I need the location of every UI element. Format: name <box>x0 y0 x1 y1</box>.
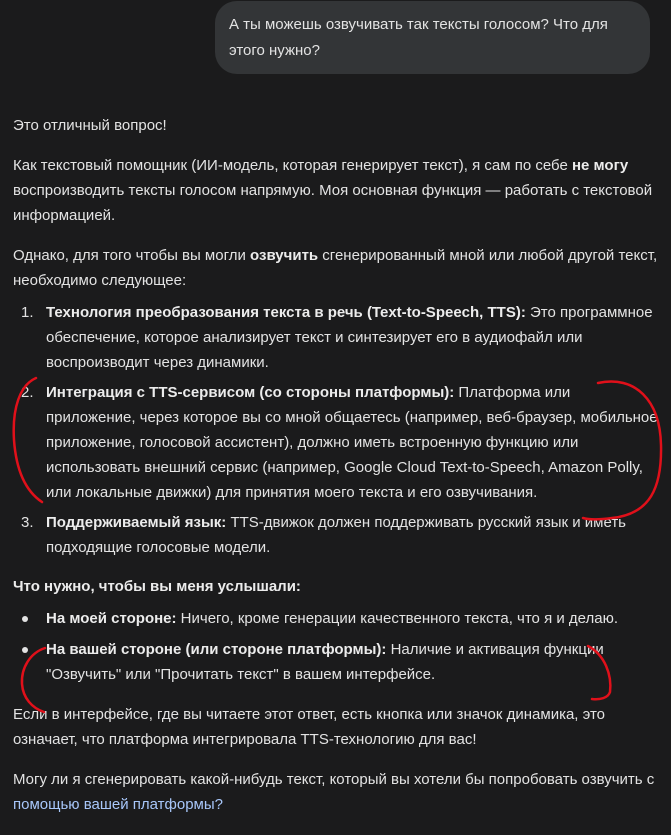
list-item: 2. Интеграция с TTS-сервисом (со стороны платформы): Платформа или приложение, через которое вы со мной общаетесь (например, веб-браузер, мобильное приложение, голосовой ассистент), должно иметь встроенную функцию или использовать внешний сервис (например, Google Cloud Text-to-Speech, Amazon Polly, или локальные движки) для принятия моего текста и его озвучивания. <box>21 384 658 501</box>
response-paragraph: Если в интерфейсе, где вы читаете этот ответ, есть кнопка или значок динамика, это означает, что платформа интегрировала TTS-технологию для вас! <box>13 706 606 748</box>
list-item: На моей стороне: Ничего, кроме генерации качественного текста, что я и делаю. <box>13 606 658 631</box>
list-item: 1. Технология преобразования текста в речь (Text-to-Speech, TTS): Это программное обеспечение, которое анализирует текст и синтезирует его в аудиофайл или воспроизводит через динамики. <box>21 304 653 371</box>
user-message-bubble <box>215 1 650 74</box>
bullet-icon <box>22 647 28 653</box>
list-item: 3. Поддерживаемый язык: TTS-движок должен поддерживать русский язык и иметь подходящие голосовые модели. <box>21 514 627 556</box>
bullet-icon <box>22 616 28 622</box>
response-intro: Это отличный вопрос! <box>13 117 167 134</box>
requirements-list <box>13 300 658 560</box>
sides-list <box>13 606 658 687</box>
list-item: На вашей стороне (или стороне платформы): Наличие и активация функции "Озвучить" или "Прочитать текст" в вашем интерфейсе. <box>13 637 658 687</box>
user-message-line: этого нужно? <box>229 42 320 59</box>
assistant-response <box>13 113 658 817</box>
section-heading: Что нужно, чтобы вы меня услышали: <box>13 578 301 595</box>
response-paragraph: Могу ли я сгенерировать какой-нибудь текст, который вы хотели бы попробовать озвучить с помощью вашей платформы? <box>13 771 655 813</box>
response-paragraph: Как текстовый помощник (ИИ-модель, которая генерирует текст), я сам по себе не могу воспроизводить тексты голосом напрямую. Моя основная функция — работать с текстовой информацией. <box>13 157 653 224</box>
user-message-line: А ты можешь озвучивать так тексты голосом? Что для <box>229 16 608 33</box>
response-paragraph: Однако, для того чтобы вы могли озвучить сгенерированный мной или любой другой текст, необходимо следующее: <box>13 247 658 289</box>
